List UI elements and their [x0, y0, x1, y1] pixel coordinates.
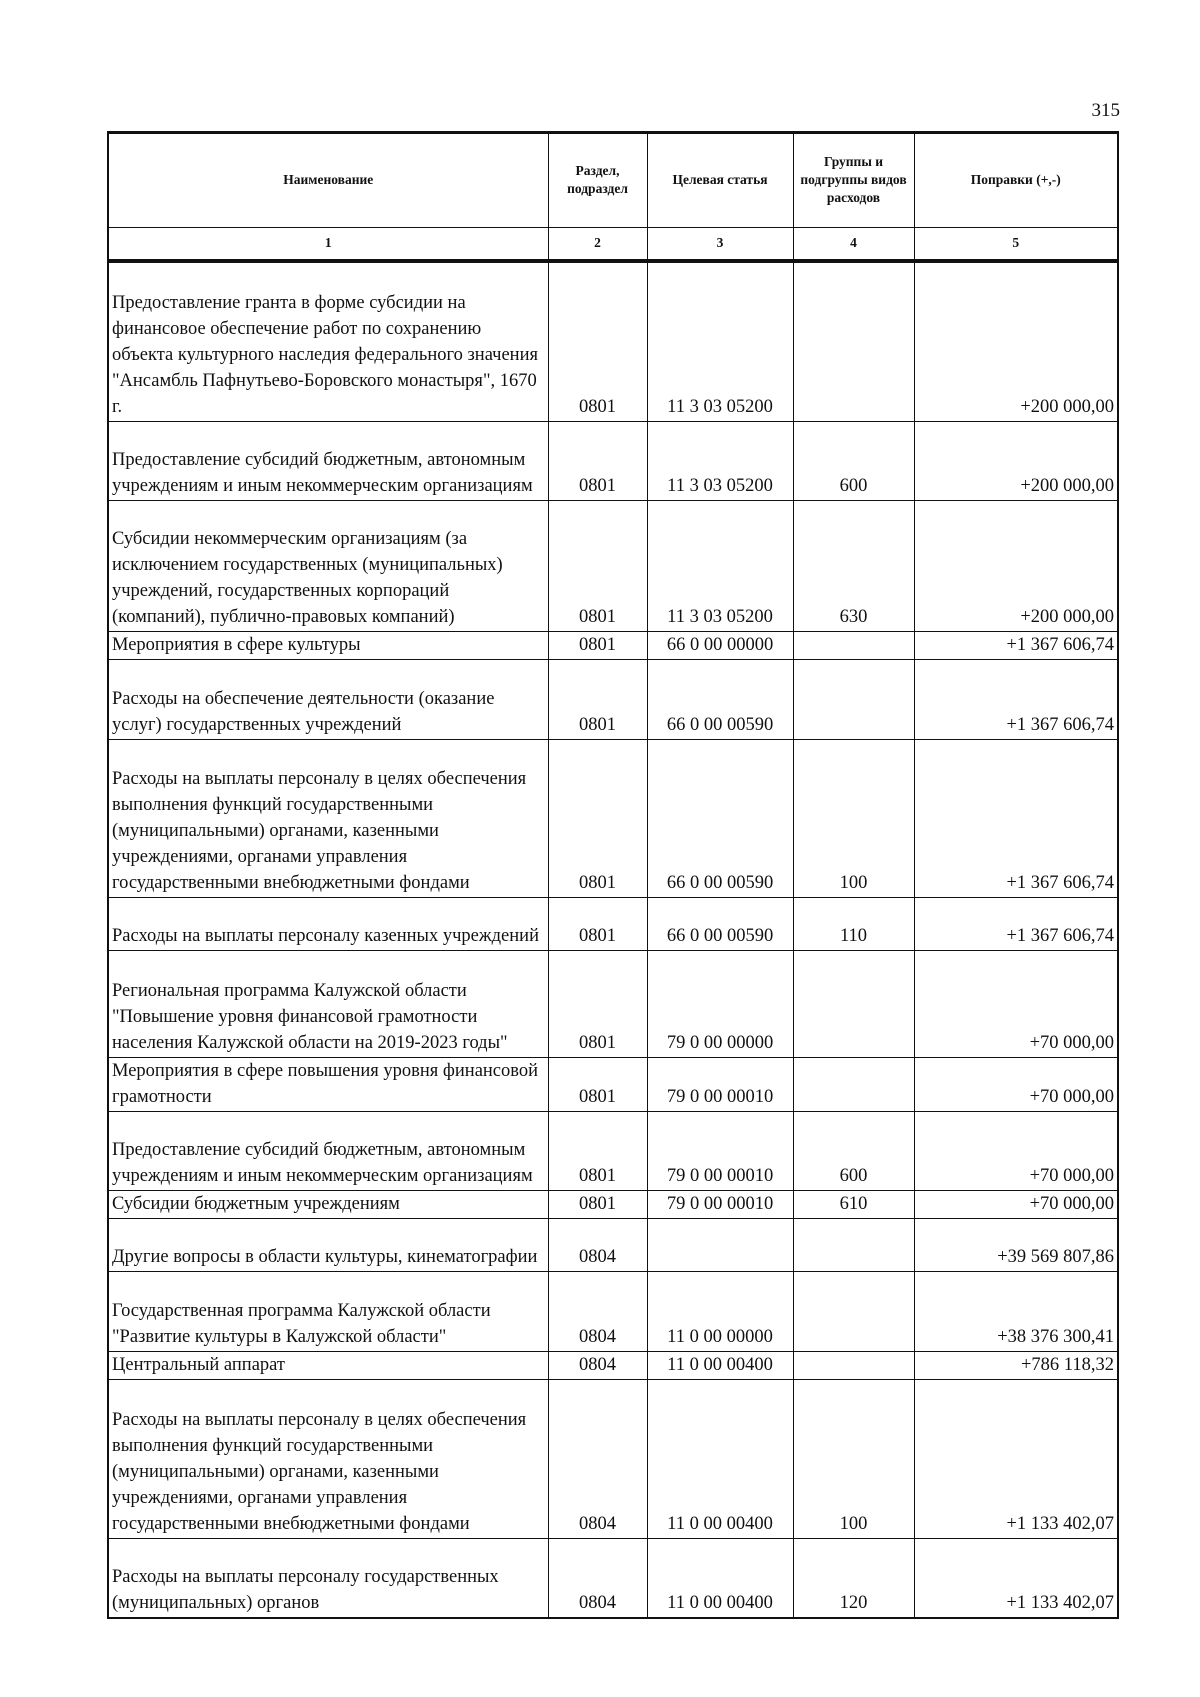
row-section: 0804	[548, 1351, 647, 1379]
row-section: 0801	[548, 659, 647, 739]
row-expense-group	[793, 950, 914, 1057]
row-section: 0801	[548, 500, 647, 631]
row-target-article: 79 0 00 00010	[647, 1190, 793, 1218]
table-row	[108, 1351, 1118, 1379]
row-target-article	[647, 1218, 793, 1271]
row-section: 0801	[548, 1057, 647, 1111]
row-target-article: 11 0 00 00000	[647, 1271, 793, 1351]
row-amount: +1 367 606,74	[914, 897, 1118, 950]
row-expense-group	[793, 631, 914, 659]
header-target-article: Целевая статья	[647, 133, 793, 228]
table-row	[108, 1190, 1118, 1218]
row-expense-group: 110	[793, 897, 914, 950]
row-section: 0801	[548, 1111, 647, 1190]
column-number: 4	[793, 228, 914, 262]
row-name: Расходы на выплаты персоналу в целях обеспечения выполнения функций государственными (муниципальными) органами, казенными учреждениями, органами управления государственными внебюджетными фондами	[108, 739, 548, 897]
row-expense-group	[793, 1057, 914, 1111]
table-row	[108, 500, 1118, 631]
row-name: Расходы на выплаты персоналу государственных (муниципальных) органов	[108, 1538, 548, 1618]
row-expense-group: 610	[793, 1190, 914, 1218]
row-target-article: 66 0 00 00590	[647, 897, 793, 950]
row-name: Предоставление субсидий бюджетным, автономным учреждениям и иным некоммерческим организациям	[108, 421, 548, 500]
row-name: Региональная программа Калужской области "Повышение уровня финансовой грамотности населения Калужской области на 2019-2023 годы"	[108, 950, 548, 1057]
row-expense-group: 600	[793, 421, 914, 500]
row-amount: +1 367 606,74	[914, 631, 1118, 659]
row-target-article: 11 3 03 05200	[647, 261, 793, 421]
table-row	[108, 1111, 1118, 1190]
column-number: 3	[647, 228, 793, 262]
row-name: Субсидии бюджетным учреждениям	[108, 1190, 548, 1218]
table-row	[108, 261, 1118, 421]
row-expense-group: 600	[793, 1111, 914, 1190]
row-target-article: 66 0 00 00590	[647, 659, 793, 739]
column-number-row	[108, 228, 1118, 262]
row-target-article: 11 0 00 00400	[647, 1379, 793, 1538]
table-row	[108, 1218, 1118, 1271]
row-amount: +200 000,00	[914, 500, 1118, 631]
row-expense-group: 100	[793, 1379, 914, 1538]
row-name: Расходы на выплаты персоналу в целях обеспечения выполнения функций государственными (муниципальными) органами, казенными учреждениями, органами управления государственными внебюджетными фондами	[108, 1379, 548, 1538]
row-name: Мероприятия в сфере повышения уровня финансовой грамотности	[108, 1057, 548, 1111]
table-row	[108, 897, 1118, 950]
row-expense-group	[793, 1271, 914, 1351]
row-amount: +1 133 402,07	[914, 1538, 1118, 1618]
header-section: Раздел, подраздел	[548, 133, 647, 228]
row-amount: +200 000,00	[914, 421, 1118, 500]
row-name: Предоставление гранта в форме субсидии на финансовое обеспечение работ по сохранению объекта культурного наследия федерального значения "Ансамбль Пафнутьево-Боровского монастыря", 1670 г.	[108, 261, 548, 421]
row-section: 0801	[548, 421, 647, 500]
row-amount: +1 133 402,07	[914, 1379, 1118, 1538]
table-row	[108, 1057, 1118, 1111]
table-row	[108, 739, 1118, 897]
row-expense-group	[793, 659, 914, 739]
row-expense-group: 120	[793, 1538, 914, 1618]
row-expense-group	[793, 1218, 914, 1271]
row-name: Субсидии некоммерческим организациям (за исключением государственных (муниципальных) учреждений, государственных корпораций (компаний), публично-правовых компаний)	[108, 500, 548, 631]
row-target-article: 11 0 00 00400	[647, 1538, 793, 1618]
row-expense-group	[793, 1351, 914, 1379]
table-row	[108, 659, 1118, 739]
column-number: 2	[548, 228, 647, 262]
row-section: 0804	[548, 1218, 647, 1271]
table-row	[108, 421, 1118, 500]
row-section: 0804	[548, 1379, 647, 1538]
row-target-article: 11 3 03 05200	[647, 500, 793, 631]
row-amount: +200 000,00	[914, 261, 1118, 421]
table-row	[108, 631, 1118, 659]
row-name: Центральный аппарат	[108, 1351, 548, 1379]
row-amount: +1 367 606,74	[914, 659, 1118, 739]
row-section: 0804	[548, 1271, 647, 1351]
row-target-article: 79 0 00 00010	[647, 1111, 793, 1190]
column-number: 5	[914, 228, 1118, 262]
row-name: Расходы на обеспечение деятельности (оказание услуг) государственных учреждений	[108, 659, 548, 739]
row-expense-group	[793, 261, 914, 421]
row-section: 0801	[548, 897, 647, 950]
budget-amendments-table	[107, 131, 1119, 1619]
row-target-article: 66 0 00 00590	[647, 739, 793, 897]
row-amount: +786 118,32	[914, 1351, 1118, 1379]
table-row	[108, 1538, 1118, 1618]
row-target-article: 79 0 00 00000	[647, 950, 793, 1057]
header-name: Наименование	[108, 133, 548, 228]
row-name: Другие вопросы в области культуры, кинематографии	[108, 1218, 548, 1271]
header-expense-group: Группы и подгруппы видов расходов	[793, 133, 914, 228]
page-number: 315	[1091, 100, 1120, 121]
row-section: 0801	[548, 631, 647, 659]
row-amount: +70 000,00	[914, 950, 1118, 1057]
header-amendments: Поправки (+,-)	[914, 133, 1118, 228]
column-number: 1	[108, 228, 548, 262]
table-row	[108, 1271, 1118, 1351]
table-row	[108, 950, 1118, 1057]
row-section: 0801	[548, 261, 647, 421]
row-name: Мероприятия в сфере культуры	[108, 631, 548, 659]
row-target-article: 66 0 00 00000	[647, 631, 793, 659]
row-section: 0804	[548, 1538, 647, 1618]
row-section: 0801	[548, 950, 647, 1057]
row-amount: +1 367 606,74	[914, 739, 1118, 897]
row-amount: +70 000,00	[914, 1111, 1118, 1190]
row-amount: +70 000,00	[914, 1057, 1118, 1111]
table-row	[108, 1379, 1118, 1538]
row-expense-group: 630	[793, 500, 914, 631]
row-section: 0801	[548, 739, 647, 897]
table-header-row	[108, 133, 1118, 228]
row-target-article: 11 3 03 05200	[647, 421, 793, 500]
row-amount: +70 000,00	[914, 1190, 1118, 1218]
row-section: 0801	[548, 1190, 647, 1218]
row-amount: +38 376 300,41	[914, 1271, 1118, 1351]
row-name: Расходы на выплаты персоналу казенных учреждений	[108, 897, 548, 950]
row-target-article: 79 0 00 00010	[647, 1057, 793, 1111]
row-name: Государственная программа Калужской области "Развитие культуры в Калужской области"	[108, 1271, 548, 1351]
row-amount: +39 569 807,86	[914, 1218, 1118, 1271]
row-target-article: 11 0 00 00400	[647, 1351, 793, 1379]
row-name: Предоставление субсидий бюджетным, автономным учреждениям и иным некоммерческим организациям	[108, 1111, 548, 1190]
row-expense-group: 100	[793, 739, 914, 897]
